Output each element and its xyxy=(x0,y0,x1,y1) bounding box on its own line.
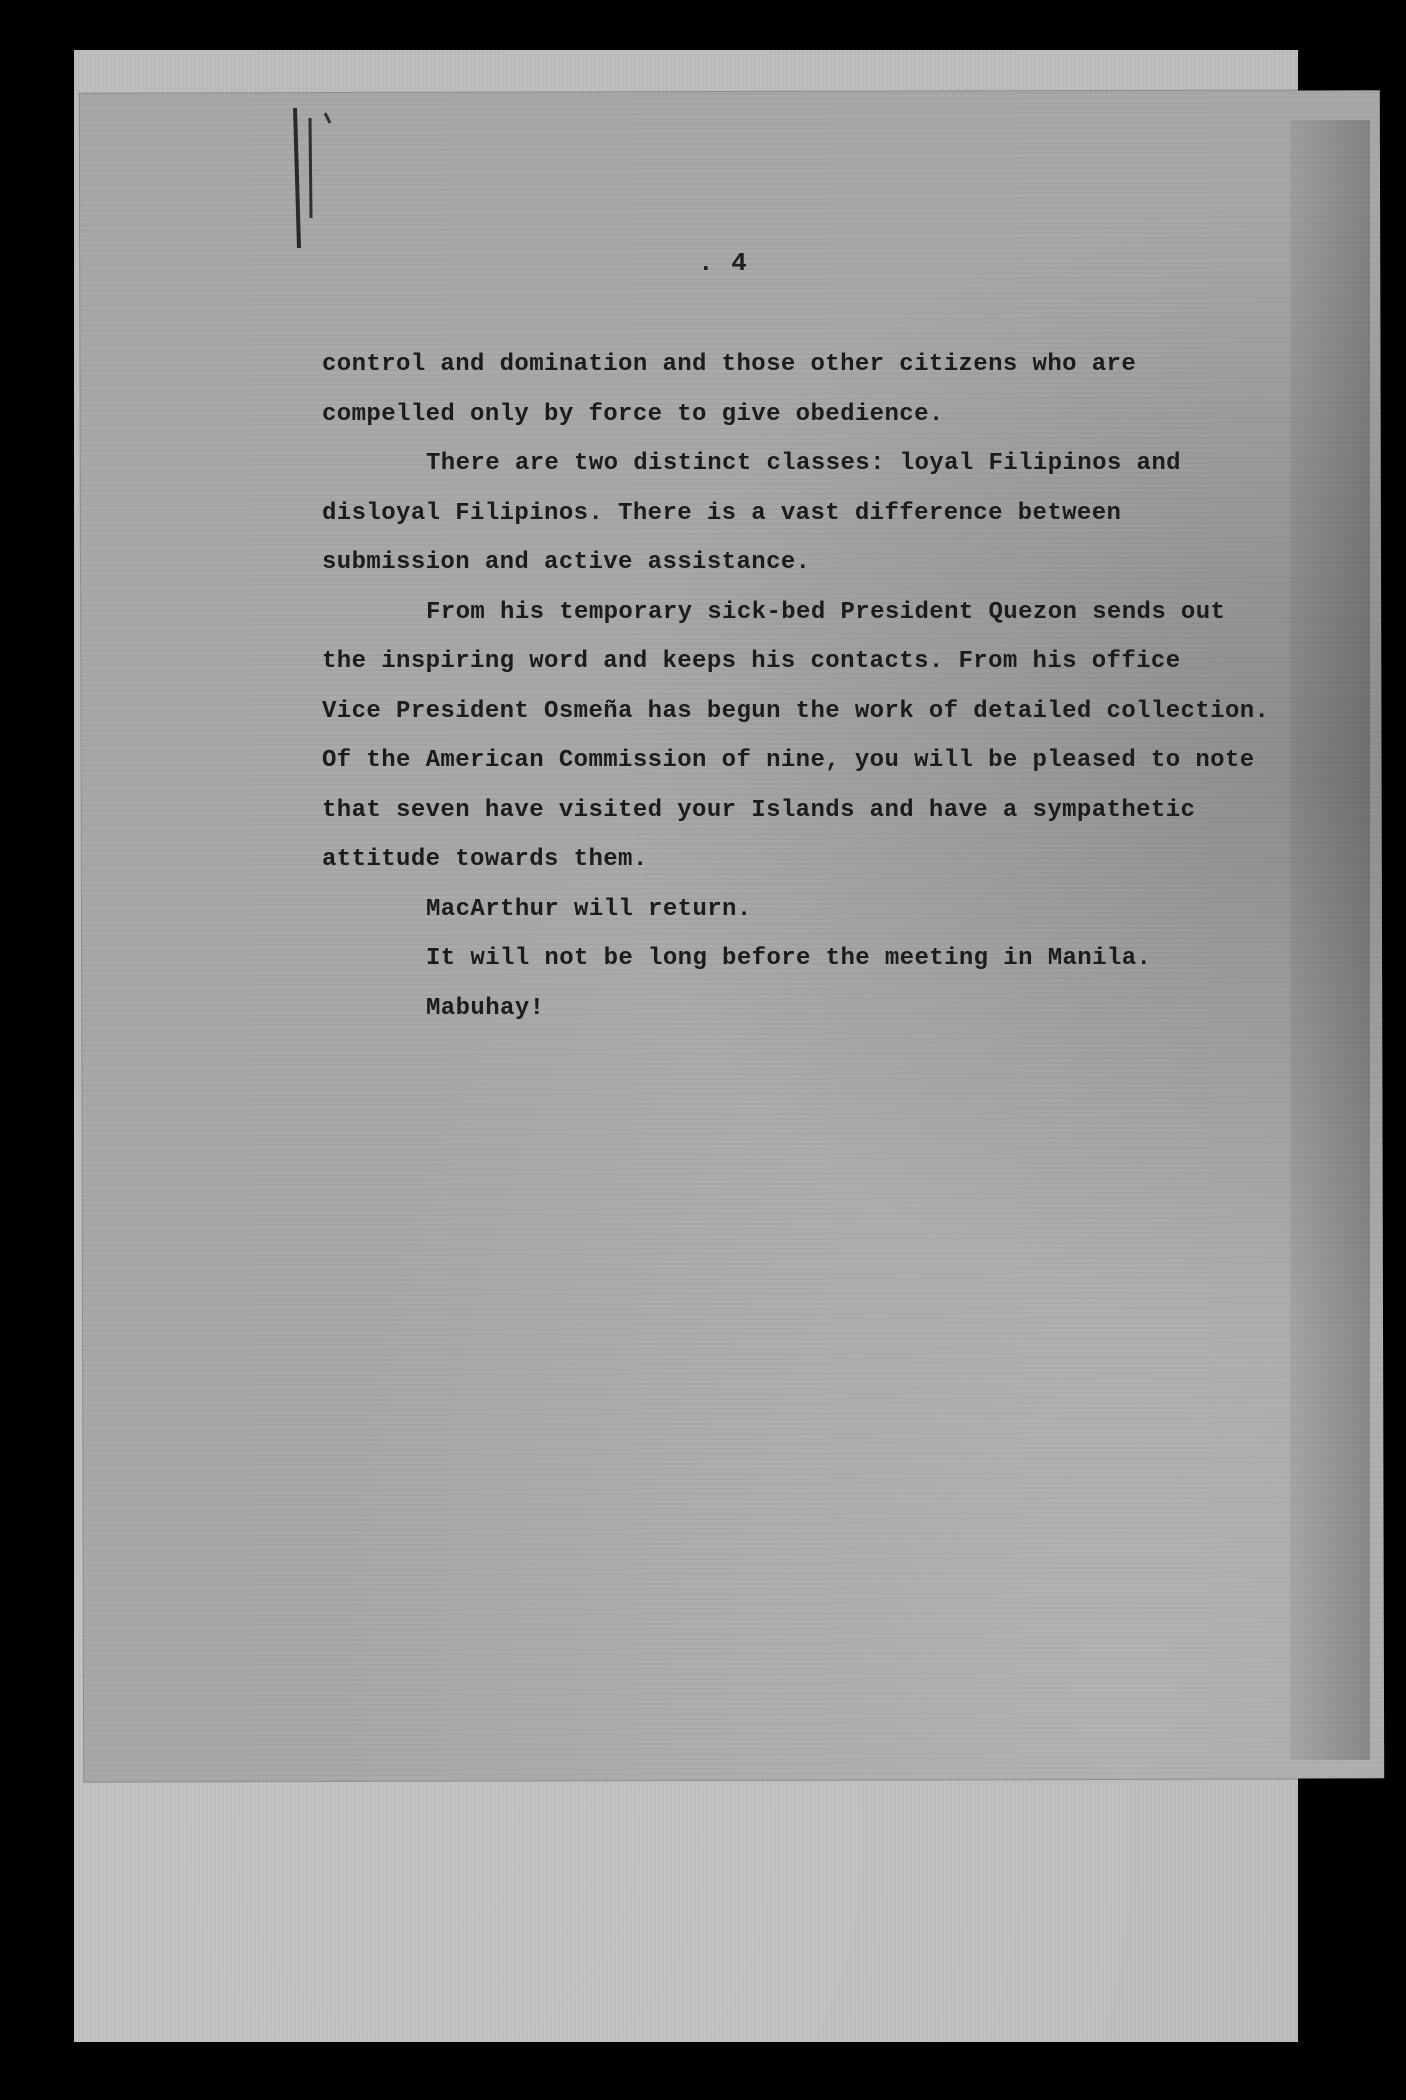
text-line: that seven have visited your Islands and have a sympathetic xyxy=(322,796,1196,824)
text-line: It will not be long before the meeting in Manila. xyxy=(426,945,1152,972)
text-line: Vice President Osmeña has begun the work of detailed collection. xyxy=(322,697,1270,725)
text-line: compelled only by force to give obedience. xyxy=(322,400,944,428)
text-line: Of the American Commission of nine, you will be pleased to note xyxy=(322,747,1255,774)
text-line: attitude towards them. xyxy=(322,846,648,873)
text-line: MacArthur will return. xyxy=(426,895,752,923)
text-line: Mabuhay! xyxy=(426,994,545,1022)
staple-mark xyxy=(285,98,345,258)
page-number: . 4 xyxy=(698,248,748,278)
document-body xyxy=(322,340,1322,1033)
text-line: There are two distinct classes: loyal Filipinos and xyxy=(426,450,1181,477)
text-line: submission and active assistance. xyxy=(322,549,811,576)
text-line: the inspiring word and keeps his contacts. From his office xyxy=(322,648,1181,675)
text-line: From his temporary sick-bed President Quezon sends out xyxy=(426,598,1226,626)
text-line: control and domination and those other citizens who are xyxy=(322,351,1137,378)
text-line: disloyal Filipinos. There is a vast difference between xyxy=(322,499,1122,527)
